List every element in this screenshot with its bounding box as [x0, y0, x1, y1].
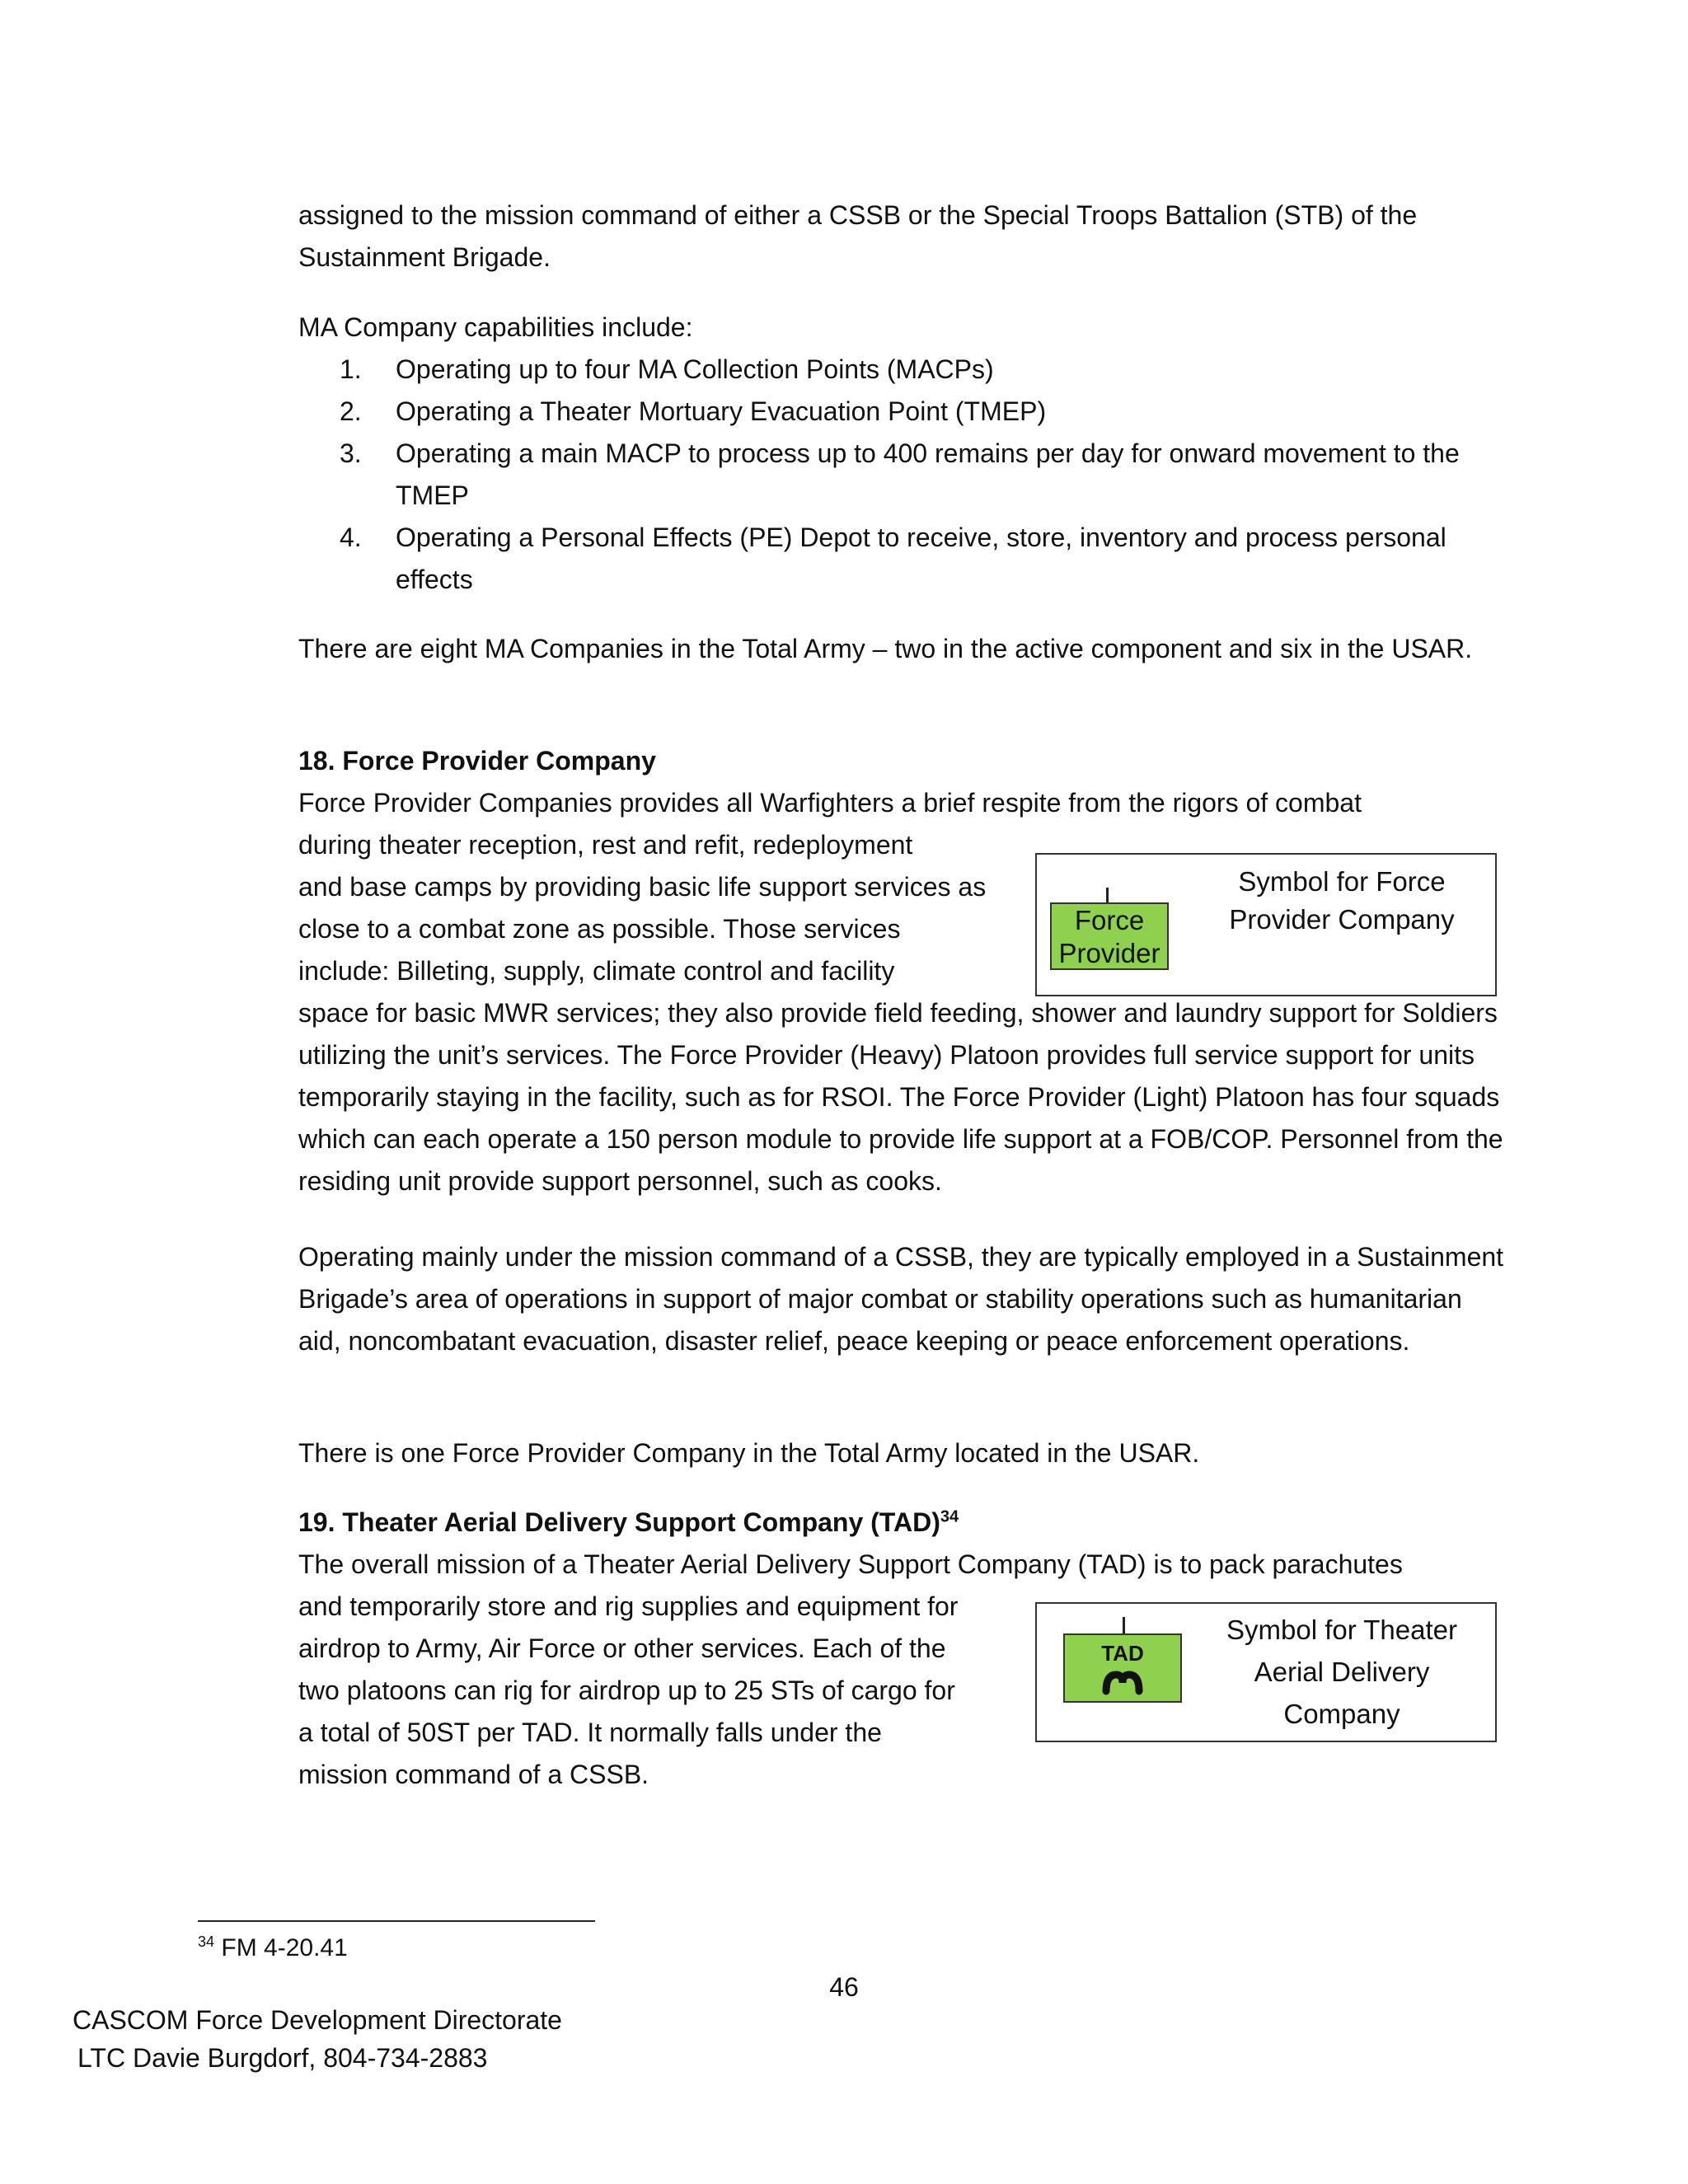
list-item: 3. Operating a main MACP to process up to 400 remains per day for onward movement to the TMEP — [340, 438, 1460, 510]
footnote-reference[interactable]: 34 — [940, 1507, 959, 1526]
list-item: 4. Operating a Personal Effects (PE) Depot to receive, store, inventory and process personal effects — [340, 523, 1447, 594]
tad-wrapped-text: and temporarily store and rig supplies and equipment for airdrop to Army, Air Force or other services. Each of the two platoons can rig for airdrop up to 25 STs of cargo for a total of 50ST per TAD. It normally falls under the mission command of a CSSB. — [298, 1591, 959, 1789]
ma-capabilities-intro: MA Company capabilities include: — [298, 312, 693, 342]
tad-unit-symbol: TAD — [1063, 1633, 1182, 1703]
force-provider-operations-paragraph: Operating mainly under the mission command of a CSSB, they are typically employed in a Sustainment Brigade’s area of operations in support of major combat or stability operations such as humanitarian aid, noncombatant evacuation, disaster relief, peace keeping or peace enforcement operations. — [298, 1242, 1504, 1356]
force-provider-symbol-box — [1035, 853, 1497, 996]
force-provider-symbol-caption: Symbol for Force Provider Company — [1229, 866, 1455, 935]
parachute-icon — [1065, 1635, 1180, 1701]
ma-count-paragraph: There are eight MA Companies in the Total Army – two in the active component and six in the USAR. — [298, 634, 1473, 663]
intro-paragraph: assigned to the mission command of either a CSSB or the Special Troops Battalion (STB) of the Sustainment Brigade. — [298, 200, 1418, 272]
force-provider-line: Force Provider Companies provides all Warfighters a brief respite from the rigors of combat — [298, 788, 1362, 818]
footnote: $^{34}$ FM 4-20.41 — [198, 1933, 348, 1961]
footnote-divider — [198, 1920, 595, 1922]
tad-symbol-box — [1035, 1602, 1497, 1742]
force-provider-wrapped-text: during theater reception, rest and refit, redeployment and base camps by providing basic life support services as close to a combat zone as possible. Those services include: Billeting, supply, climate control and facility — [298, 830, 987, 986]
list-item: 1. Operating up to four MA Collection Points (MACPs) — [340, 354, 994, 384]
section-heading-force-provider: 18. Force Provider Company — [298, 746, 656, 776]
tad-line: The overall mission of a Theater Aerial Delivery Support Company (TAD) is to pack parachutes — [298, 1549, 1403, 1579]
section-heading-tad: 19. Theater Aerial Delivery Support Company (TAD)$^{34}$ — [298, 1507, 959, 1537]
page-footer: CASCOM Force Development Directorate LTC Davie Burgdorf, 804-734-2883 — [73, 2005, 562, 2073]
ma-capabilities-list — [340, 349, 1510, 601]
tad-symbol-caption: Symbol for Theater Aerial Delivery Company — [1226, 1615, 1458, 1729]
page-number: 46 — [829, 1972, 859, 2002]
symbol-stem — [1106, 888, 1109, 902]
force-provider-unit-symbol: Force Provider — [1050, 902, 1169, 970]
force-provider-count-paragraph: There is one Force Provider Company in the Total Army located in the USAR. — [298, 1438, 1200, 1468]
symbol-stem — [1123, 1617, 1125, 1633]
list-item: 2. Operating a Theater Mortuary Evacuation Point (TMEP) — [340, 396, 1047, 426]
force-provider-services-paragraph: space for basic MWR services; they also provide field feeding, shower and laundry support for Soldiers utilizing the unit’s services. The Force Provider (Heavy) Platoon provides full service support for units temporarily staying in the facility, such as for RSOI. The Force Provider (Light) Platoon has four squads which can each operate a 150 person module to provide life support at a FOB/COP. Personnel from the residing unit provide support personnel, such as cooks. — [298, 998, 1503, 1196]
